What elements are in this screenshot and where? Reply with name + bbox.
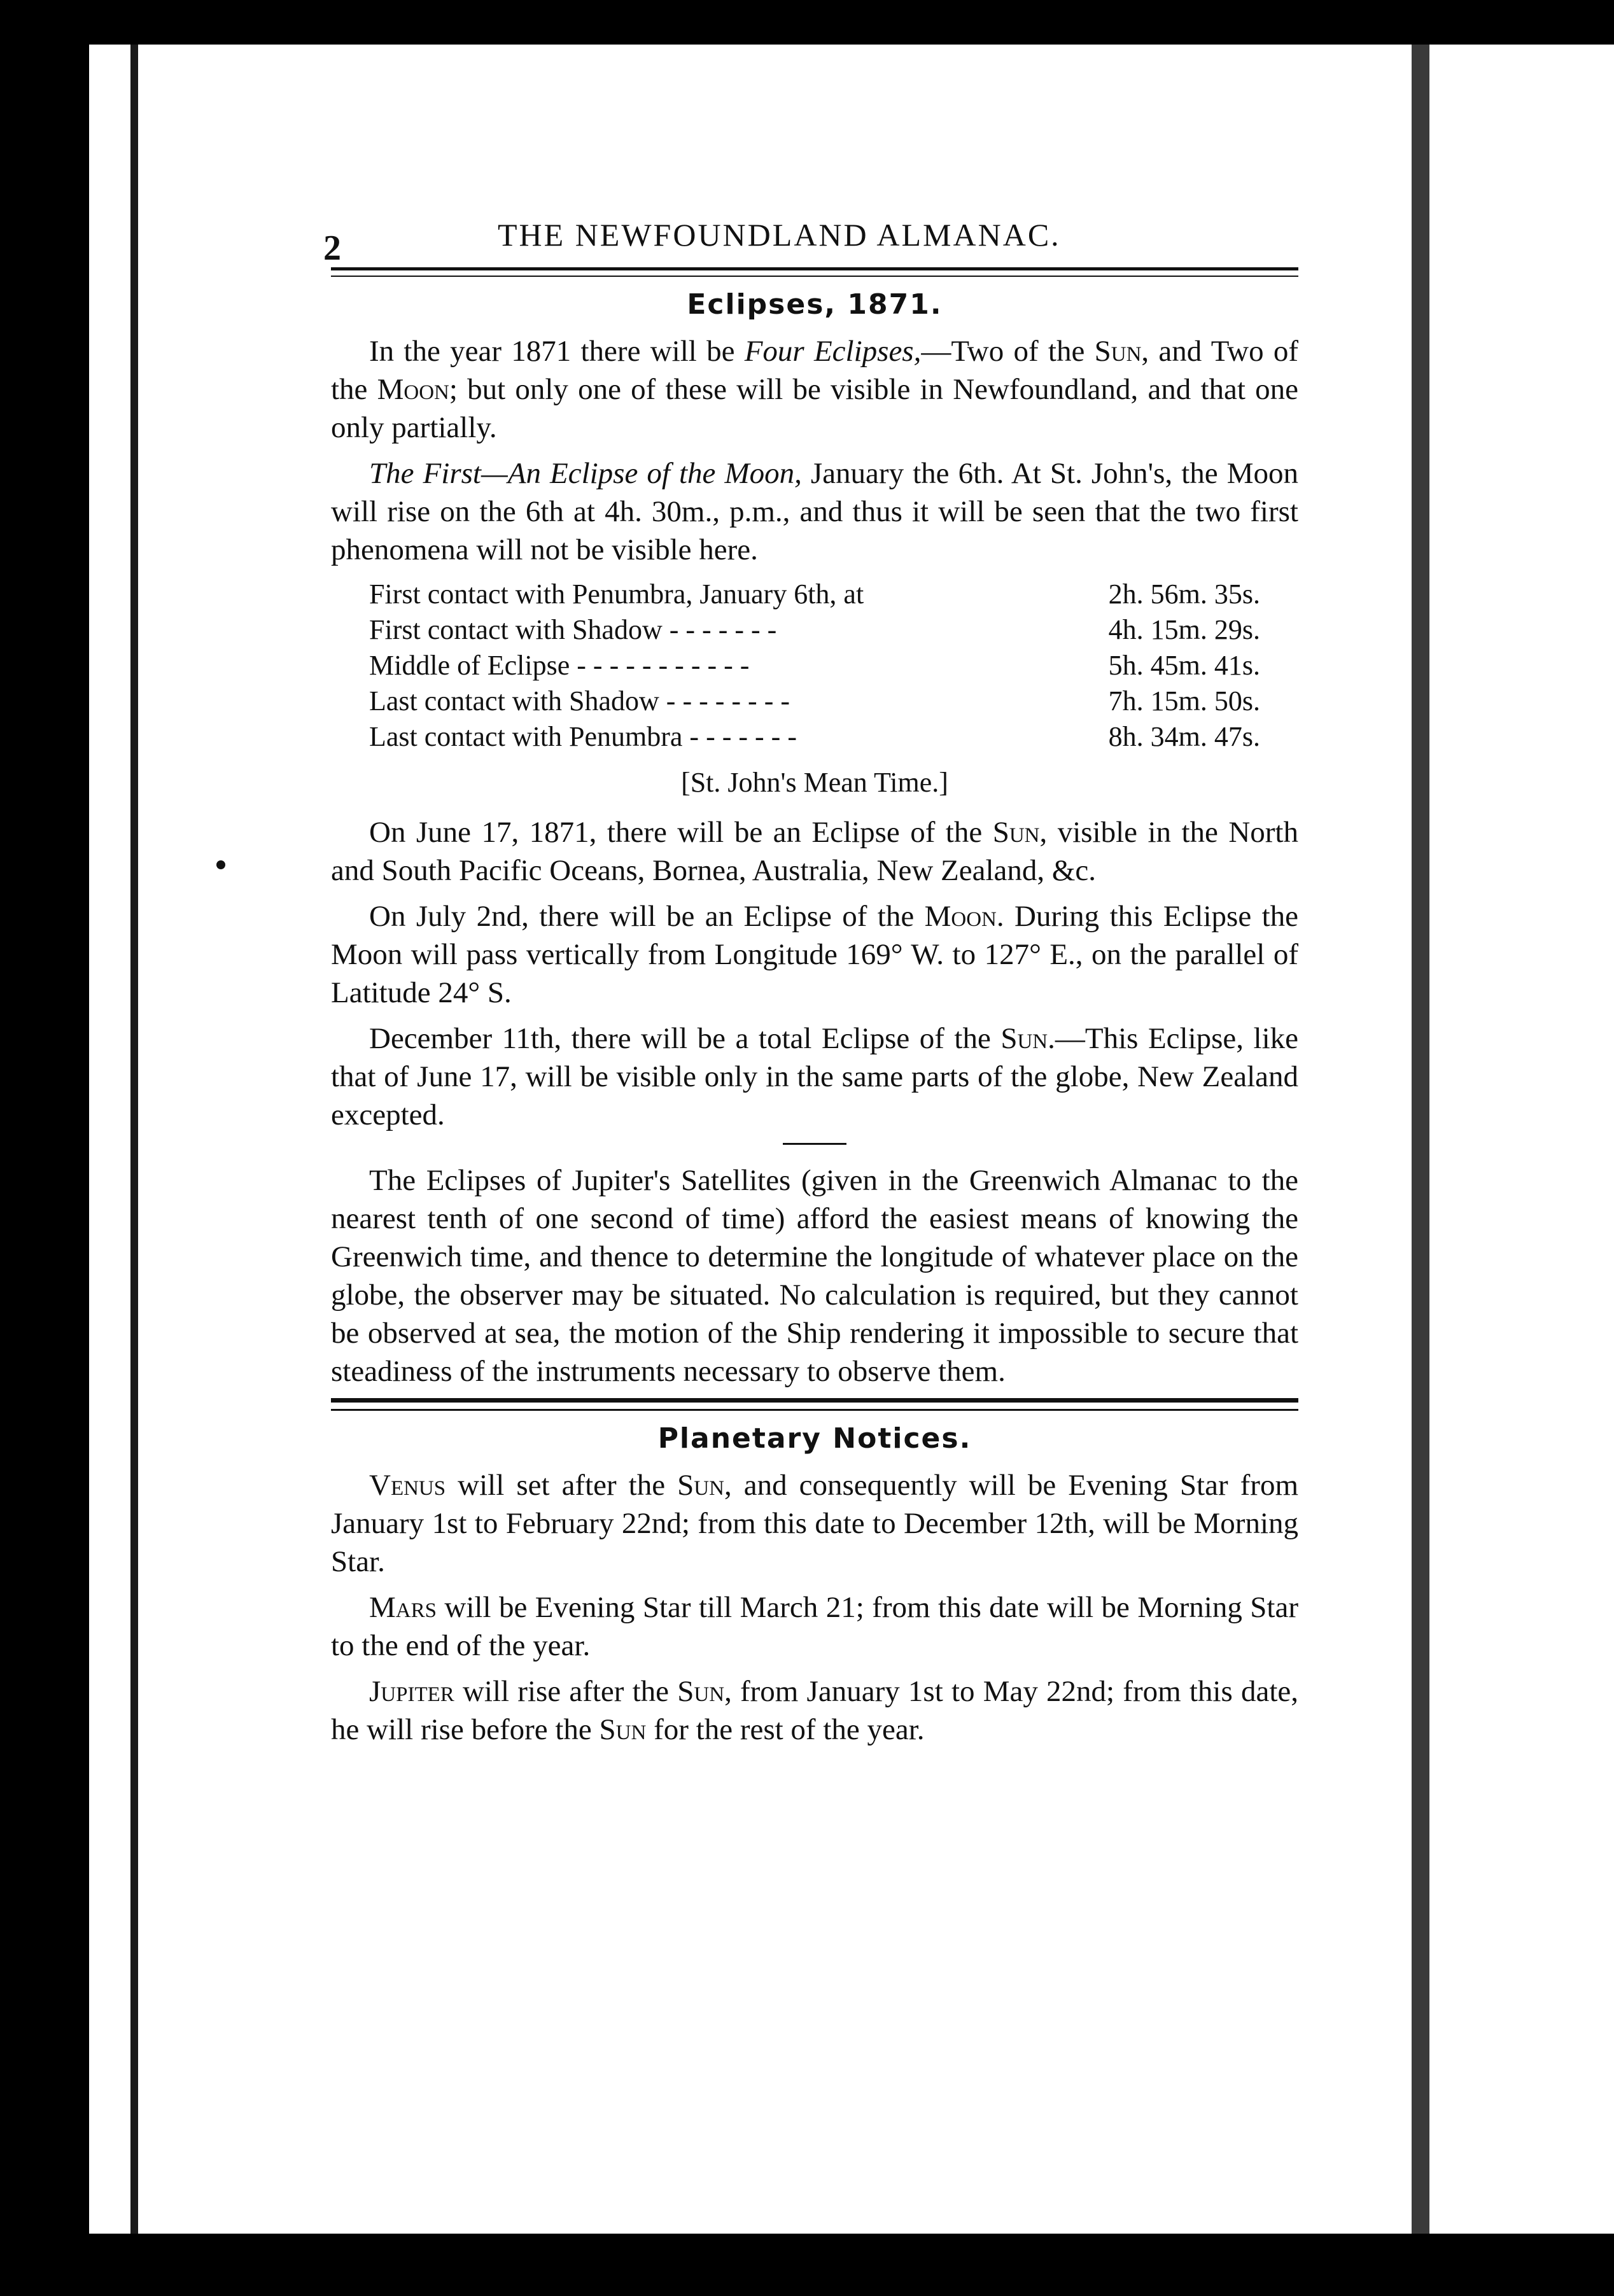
contact-label: First contact with Penumbra, January 6th, at (369, 578, 864, 610)
contact-time: 2h. 56m. 35s. (1108, 578, 1260, 610)
contact-time: 5h. 45m. 41s. (1108, 650, 1260, 681)
june-eclipse-paragraph: On June 17, 1871, there will be an Eclipse of the Sun, visible in the North and South Pacific Oceans, Bornea, Australia, New Zealand, &c. (331, 816, 1298, 887)
contact-row (369, 719, 1260, 755)
contact-time: 4h. 15m. 29s. (1108, 614, 1260, 645)
contact-times-table (369, 577, 1260, 755)
running-head (323, 210, 1298, 268)
page-binding-edge (130, 45, 138, 2234)
contact-row (369, 648, 1260, 683)
eclipses-intro-paragraph: In the year 1871 there will be Four Eclipses,—Two of the Sun, and Two of the Moon; but only one of these will be visible in Newfoundland, and that one only partially. (331, 335, 1298, 444)
july-eclipse-paragraph: On July 2nd, there will be an Eclipse of the Moon. During this Eclipse the Moon will pass vertically from Longitude 169° W. to 127° E., on the parallel of Latitude 24° S. (331, 900, 1299, 1009)
first-eclipse-paragraph: The First—An Eclipse of the Moon, January the 6th. At St. John's, the Moon will rise on the 6th at 4h. 30m., p.m., and thus it will be seen that the two first phenomena will not be visible here. (331, 457, 1298, 566)
jupiter-paragraph: Jupiter will rise after the Sun, from January 1st to May 22nd; from this date, he will rise before the Sun for the rest of the year. (331, 1675, 1298, 1746)
eclipses-heading: Eclipses, 1871. (687, 288, 943, 321)
contact-label: First contact with Shadow - - - - - - - (369, 614, 777, 645)
page-number: 2 (323, 228, 343, 268)
contact-label: Middle of Eclipse - - - - - - - - - - - (369, 650, 750, 681)
contact-time: 7h. 15m. 50s. (1108, 685, 1260, 717)
venus-paragraph: Venus will set after the Sun, and consequently will be Evening Star from January 1st to February 22nd; from this date to December 12th, will be Morning Star. (331, 1469, 1299, 1578)
section-double-rule (331, 1398, 1298, 1411)
contact-row (369, 612, 1260, 648)
contact-time: 8h. 34m. 47s. (1108, 721, 1260, 752)
mean-time-note: [St. John's Mean Time.] (681, 767, 948, 798)
planetary-heading: Planetary Notices. (657, 1422, 972, 1455)
jupiter-satellites-paragraph: The Eclipses of Jupiter's Satellites (given in the Greenwich Almanac to the nearest tenth of one second of time) afford the easiest means of knowing the Greenwich time, and thence to determine the longitude of whatever place on the globe, the observer may be situated. No calculation is required, but they cannot be observed at sea, the motion of the Ship rendering it impossible to secure that steadiness of the instruments necessary to observe them. (331, 1164, 1298, 1388)
ink-speck (216, 860, 225, 869)
contact-row (369, 683, 1260, 719)
contact-label: Last contact with Shadow - - - - - - - - (369, 685, 790, 717)
contact-label: Last contact with Penumbra - - - - - - - (369, 721, 797, 752)
running-head-title: THE NEWFOUNDLAND ALMANAC. (498, 217, 1061, 253)
mars-paragraph: Mars will be Evening Star till March 21; from this date will be Morning Star to the end of the year. (331, 1591, 1298, 1662)
facing-page-strip (1429, 45, 1614, 2234)
december-eclipse-paragraph: December 11th, there will be a total Eclipse of the Sun.—This Eclipse, like that of June 17, will be visible only in the same parts of the globe, New Zealand excepted. (331, 1022, 1299, 1131)
contact-row (369, 577, 1260, 612)
header-double-rule (331, 267, 1298, 277)
page-content (323, 210, 1299, 1756)
page-right-edge (1412, 45, 1429, 2234)
short-divider-rule (783, 1143, 846, 1145)
